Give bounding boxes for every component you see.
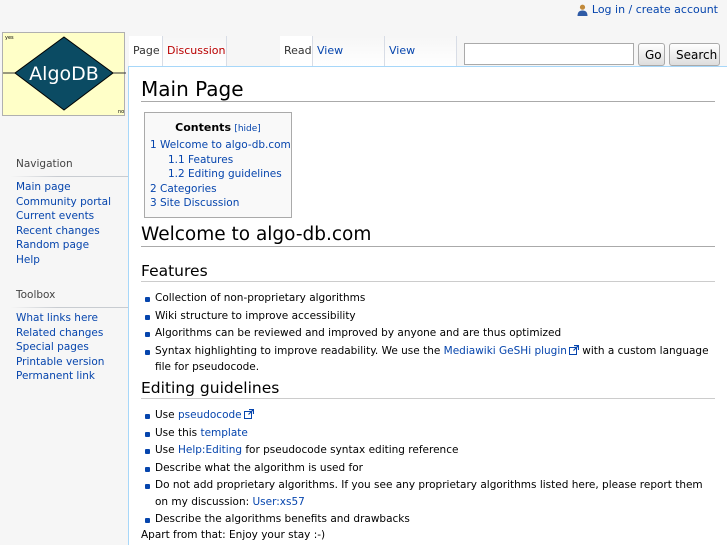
tool-permanent-link[interactable]: Permanent link xyxy=(16,370,96,383)
toc-item-categories[interactable]: 2 Categories xyxy=(150,182,217,195)
toc-list xyxy=(150,138,291,211)
welcome-heading: Welcome to algo-db.com xyxy=(141,224,372,245)
user-icon xyxy=(577,4,588,16)
list-item xyxy=(143,460,718,477)
tool-what-links-here[interactable]: What links here xyxy=(16,312,98,324)
geshi-plugin-link[interactable]: Mediawiki GeSHi plugin xyxy=(443,344,567,357)
list-item xyxy=(143,511,718,528)
list-item xyxy=(143,407,718,424)
search-button[interactable]: Search xyxy=(669,43,720,66)
welcome-rule xyxy=(141,246,715,247)
svg-text:no: no xyxy=(118,109,125,115)
list-item xyxy=(143,442,718,459)
nav-community-portal[interactable]: Community portal xyxy=(16,195,111,208)
tool-printable-version[interactable]: Printable version xyxy=(16,355,105,368)
guideline-text: Describe the algorithms benefits and drawbacks xyxy=(155,513,410,525)
navigation-heading: Navigation xyxy=(16,158,73,170)
list-item xyxy=(143,343,718,376)
external-link-icon xyxy=(569,345,579,355)
search-input[interactable] xyxy=(464,43,634,65)
navigation-divider xyxy=(10,176,128,177)
toc-heading: Contents xyxy=(175,121,231,134)
list-item xyxy=(143,325,718,342)
closing-text: Apart from that: Enjoy your stay :-) xyxy=(141,529,326,541)
tool-related-changes[interactable]: Related changes xyxy=(16,326,104,339)
toolbox-heading: Toolbox xyxy=(16,289,56,301)
feature-text: Syntax highlighting to improve readability. We use the xyxy=(155,344,444,357)
guideline-text: Use this xyxy=(155,426,201,439)
help-editing-link[interactable]: Help:Editing xyxy=(177,444,243,456)
toc-title xyxy=(145,121,291,134)
svg-text:AlgoDB: AlgoDB xyxy=(29,63,99,85)
tab-page[interactable]: Page xyxy=(129,36,163,66)
user-xs57-link[interactable]: User:xs57 xyxy=(252,495,305,508)
guideline-text: for pseudocode syntax editing reference xyxy=(242,444,459,456)
external-link-icon xyxy=(244,409,254,419)
list-item xyxy=(143,477,718,510)
guideline-text: Use xyxy=(155,444,178,456)
feature-text: with a custom language file for pseudocode. xyxy=(155,344,709,373)
table-of-contents xyxy=(144,112,292,218)
toolbox-list xyxy=(16,311,104,384)
tab-view-source[interactable]: View xyxy=(313,36,385,66)
features-list xyxy=(143,290,718,377)
content-area xyxy=(128,66,727,545)
algodb-logo-graphic xyxy=(3,33,126,117)
feature-text: Algorithms can be reviewed and improved by anyone and are thus optimized xyxy=(155,327,562,339)
editing-rule xyxy=(141,398,715,399)
guideline-text: Describe what the algorithm is used for xyxy=(155,461,363,474)
toc-hide-link[interactable]: [hide] xyxy=(234,124,261,134)
go-button[interactable]: Go xyxy=(638,43,665,66)
feature-text: Wiki structure to improve accessibility xyxy=(155,309,356,322)
personal-tools xyxy=(577,3,718,16)
svg-text:yes: yes xyxy=(5,35,14,41)
list-item xyxy=(143,308,718,325)
login-link[interactable]: Log in / create account xyxy=(591,3,718,16)
toc-item-welcome[interactable]: 1 Welcome to algo-db.com xyxy=(150,139,291,151)
tool-special-pages[interactable]: Special pages xyxy=(16,341,89,354)
nav-help[interactable]: Help xyxy=(16,253,40,266)
toc-item-editing-guidelines[interactable]: 1.2 Editing guidelines xyxy=(168,168,282,180)
toc-item-features[interactable]: 1.1 Features xyxy=(168,153,234,166)
site-logo[interactable] xyxy=(2,32,125,116)
toolbox-divider xyxy=(10,307,128,308)
features-heading: Features xyxy=(141,262,208,280)
navigation-list xyxy=(16,180,111,268)
guideline-text: Use xyxy=(155,409,178,421)
pseudocode-link[interactable]: pseudocode xyxy=(177,409,242,421)
title-rule xyxy=(141,101,715,102)
tab-view-history[interactable]: View xyxy=(385,36,457,66)
list-item xyxy=(143,290,718,307)
tab-read[interactable]: Read xyxy=(280,36,313,66)
features-rule xyxy=(141,281,715,282)
editing-heading: Editing guidelines xyxy=(141,379,280,397)
nav-recent-changes[interactable]: Recent changes xyxy=(16,224,100,237)
nav-main-page[interactable]: Main page xyxy=(16,181,71,193)
page-title: Main Page xyxy=(141,77,244,101)
nav-random-page[interactable]: Random page xyxy=(16,239,90,252)
guideline-text: Do not add proprietary algorithms. If you see any proprietary algorithms listed here, please report them on my discussion: xyxy=(155,479,703,508)
tab-discussion[interactable]: Discussion xyxy=(163,36,227,66)
template-link[interactable]: template xyxy=(200,426,248,439)
list-item xyxy=(143,425,718,442)
nav-current-events[interactable]: Current events xyxy=(16,210,95,223)
toc-item-site-discussion[interactable]: 3 Site Discussion xyxy=(150,197,240,209)
feature-text: Collection of non-proprietary algorithms xyxy=(155,292,366,304)
editing-list xyxy=(143,407,718,529)
